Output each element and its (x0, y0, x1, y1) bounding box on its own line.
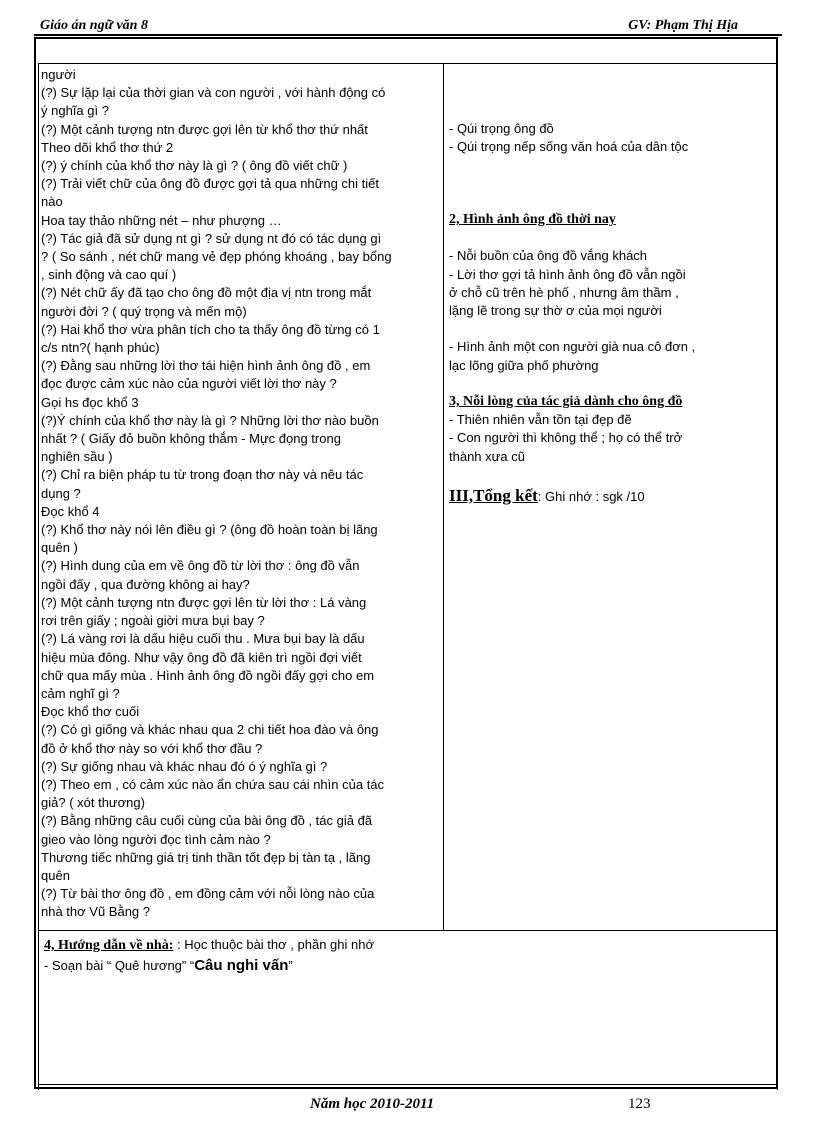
text-line: đọc được cảm xúc nào của người viết lời thơ này ? (41, 376, 337, 392)
text-line: nhà thơ Vũ Bằng ? (41, 904, 150, 920)
bullet-item: - Con người thì không thể ; họ có thể trở (449, 430, 683, 446)
text-line: Thương tiếc những giá trị tinh thần tốt đẹp bị tàn tạ , lãng (41, 849, 371, 865)
header-teacher: GV: Phạm Thị Hịa (628, 18, 738, 33)
teacher-activity-column (41, 66, 439, 922)
text-line: cảm nghĩ gì ? (41, 685, 120, 701)
text-line: (?) Hình dung của em về ông đồ từ lời thơ : ông đồ vẫn (41, 558, 360, 574)
text-line: người đời ? ( quý trọng và mến mộ) (41, 303, 247, 319)
summary-line (449, 484, 769, 509)
bullet-item: ở chỗ cũ trên hè phố , nhưng âm thầm , (449, 284, 679, 300)
text-line: (?) Một cảnh tượng ntn được gợi lên từ lời thơ : Lá vàng (41, 594, 367, 610)
text-line: nhất ? ( Giấy đỏ buồn không thắm - Mực đọng trong (41, 431, 341, 447)
homework-suffix: ” (288, 958, 293, 973)
bullet-item: - Qúi trọng nếp sống văn hoá của dân tộc (449, 139, 689, 155)
bullet-item: lạc lõng giữa phố phường (449, 357, 599, 373)
text-line: ý nghĩa gì ? (41, 103, 109, 119)
text-line: Gọi hs đọc khổ 3 (41, 394, 139, 410)
homework-text: : Học thuộc bài thơ , phần ghi nhớ (173, 937, 374, 952)
text-line: (?) Lá vàng rơi là dấu hiệu cuối thu . Mưa bụi bay là dấu (41, 631, 365, 647)
text-line: (?)Ý chính của khổ thơ này là gì ? Những lời thơ nào buồn (41, 412, 379, 428)
homework-line-2 (44, 956, 774, 976)
content-column (449, 120, 769, 509)
text-line: (?) Theo em , có cảm xúc nào ẩn chứa sau cái nhìn của tác (41, 776, 385, 792)
text-line: ? ( So sánh , nét chữ mang vẻ đẹp phóng khoáng , bay bổng (41, 249, 392, 265)
school-year: Năm học 2010-2011 (310, 1096, 435, 1112)
summary-text: : Ghi nhớ : sgk /10 (537, 488, 645, 504)
text-line: (?) Từ bài thơ ông đồ , em đồng cảm với nỗi lòng nào của (41, 886, 375, 902)
summary-heading: III,Tổng kết (449, 485, 538, 505)
text-line: nghiên sầu ) (41, 449, 113, 465)
section2-list-a (449, 247, 769, 320)
text-line: rơi trên giấy ; ngoài giời mưa bụi bay ? (41, 613, 265, 629)
text-line: hiệu mùa đông. Như vậy ông đồ đã kiên trì ngồi đợi viết (41, 649, 362, 665)
text-line: (?) Sự giống nhau và khác nhau đó ó ý nghĩa gì ? (41, 758, 328, 774)
bullet-item: - Nỗi buồn của ông đồ vắng khách (449, 248, 648, 264)
section1-list (449, 120, 769, 156)
text-line: chữ qua mấy mùa . Hình ảnh ông đồ ngồi đấy gợi cho em (41, 667, 375, 683)
text-line: (?) Trải viết chữ của ông đồ được gợi tả qua những chi tiết (41, 176, 379, 192)
bullet-item: - Lời thơ gợi tả hình ảnh ông đồ vẫn ngồi (449, 266, 686, 282)
section2-list-b (449, 338, 769, 374)
text-line: quên ) (41, 540, 78, 556)
text-line: giả? ( xót thương) (41, 795, 145, 811)
text-line: (?) Sự lặp lại của thời gian và con người , với hành động có (41, 85, 386, 101)
header-subject: Giáo án ngữ văn 8 (40, 18, 148, 33)
text-line: gieo vào lòng người đọc tình cảm nào ? (41, 831, 271, 847)
text-line: (?) Hai khổ thơ vừa phân tích cho ta thấy ông đồ từng có 1 (41, 321, 380, 337)
text-line: (?) Nét chữ ấy đã tạo cho ông đồ một địa vị ntn trong mắt (41, 285, 372, 301)
text-line: c/s ntn?( hạnh phúc) (41, 340, 160, 356)
homework-line-1 (44, 935, 774, 956)
header-rule (34, 34, 782, 36)
text-line: (?) Tác giả đã sử dụng nt gì ? sử dụng nt đó có tác dụng gì (41, 230, 382, 246)
text-line: (?) ý chính của khổ thơ này là gì ? ( ông đồ viết chữ ) (41, 158, 348, 174)
text-line: Hoa tay thảo những nét – như phượng … (41, 212, 282, 228)
bullet-item: - Thiên nhiên vẫn tồn tại đẹp đẽ (449, 412, 632, 428)
text-line: Đọc khổ thơ cuối (41, 704, 140, 720)
content-frame-bottom (38, 1084, 778, 1085)
text-line: Theo dõi khổ thơ thứ 2 (41, 139, 174, 155)
text-line: ngồi đấy , qua đường không ai hay? (41, 576, 250, 592)
homework-heading: 4, Hướng dẫn về nhà: (44, 938, 174, 953)
text-line: (?) Bằng những câu cuối cùng của bài ông đồ , tác giả đã (41, 813, 373, 829)
text-line: người (41, 67, 76, 82)
text-line: đồ ở khổ thơ này so với khổ thơ đầu ? (41, 740, 263, 756)
text-line: Đọc khổ 4 (41, 503, 100, 519)
bullet-item: lặng lẽ trong sự thờ ơ của mọi người (449, 302, 662, 318)
text-line: (?) Chỉ ra biện pháp tu từ trong đoạn thơ này và nêu tác (41, 467, 364, 483)
page-number: 123 (628, 1096, 651, 1112)
text-line: nào (41, 194, 63, 210)
text-line: dụng ? (41, 485, 81, 501)
text-line: quên (41, 867, 70, 883)
bullet-item: - Hình ảnh một con người già nua cô đơn , (449, 339, 696, 355)
text-line: , sinh động và cao quí ) (41, 267, 177, 283)
text-line: (?) Có gì giống và khác nhau qua 2 chi tiết hoa đào và ông (41, 722, 379, 738)
section2-heading: 2, Hình ảnh ông đồ thời nay (449, 211, 616, 227)
section3-list (449, 411, 769, 466)
section3-heading: 3, Nỗi lòng của tác giả dành cho ông đồ (449, 393, 683, 409)
homework-section (44, 935, 774, 976)
text-line: (?) Khổ thơ này nói lên điều gì ? (ông đồ hoàn toàn bị lãng (41, 522, 378, 538)
bullet-item: - Qúi trọng ông đồ (449, 121, 554, 136)
column-divider (443, 63, 444, 931)
bullet-item: thành xưa cũ (449, 448, 525, 464)
text-line: (?) Một cảnh tượng ntn được gợi lên từ khổ thơ thứ nhất (41, 121, 368, 137)
homework-prefix: - Soạn bài “ Quê hương” “ (44, 958, 195, 973)
next-lesson-title: Câu nghi vấn (194, 957, 289, 974)
text-line: (?) Đằng sau những lời thơ tái hiện hình ảnh ông đồ , em (41, 358, 371, 374)
